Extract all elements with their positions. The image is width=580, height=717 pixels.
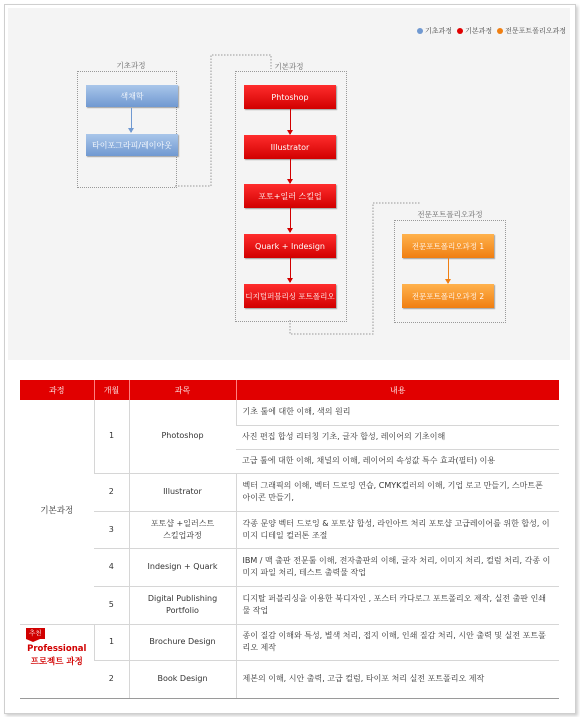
arrow-down-icon	[131, 108, 132, 132]
step-typography-layout[interactable]: 타이포그라피/레이아웃	[86, 134, 178, 156]
month-cell: 4	[94, 548, 129, 586]
table-row	[20, 473, 559, 511]
category-pro	[20, 624, 94, 698]
month-cell: 3	[94, 511, 129, 548]
arrow-down-icon	[290, 159, 291, 183]
header-subject: 과목	[129, 380, 236, 400]
course-table	[20, 380, 559, 699]
content-cell: 종이 질감 이해와 특성, 별색 처리, 접지 이해, 인쇄 질감 처리, 시안 출력 및 실전 포트폴리오 제작	[236, 624, 559, 660]
header-month: 개월	[94, 380, 129, 400]
step-pro-portfolio-1[interactable]: 전문포트폴리오과정 1	[402, 234, 494, 258]
step-illustrator[interactable]: Illustrator	[244, 135, 336, 159]
arrow-down-icon	[290, 208, 291, 232]
header-course: 과정	[20, 380, 94, 400]
step-color-theory[interactable]: 색채학	[86, 85, 178, 107]
step-pro-portfolio-2[interactable]: 전문포트폴리오과정 2	[402, 284, 494, 308]
step-photoshop[interactable]: Phtoshop	[244, 85, 336, 109]
subject-line: Portfolio	[166, 606, 199, 615]
table-row	[20, 586, 559, 624]
table-row	[20, 548, 559, 586]
table-header-row	[20, 380, 559, 400]
pro-group-title: 전문포트폴리오과정	[417, 210, 483, 219]
content-cell: 벡터 그래픽의 이해, 벡터 드로잉 연습, CMYK컬러의 이해, 기업 로고 만들기, 스마트폰 아이콘 만들기,	[236, 473, 559, 511]
month-cell: 2	[94, 473, 129, 511]
month-cell: 2	[94, 660, 129, 698]
content-cell: 디지탈 퍼블리싱을 이용한 북디자인 , 포스터 카다로그 포트폴리오 제작, 실전 출판 인쇄물 작업	[236, 586, 559, 624]
subject-cell	[129, 586, 236, 624]
subject-line: 포토샵 +일러스트	[150, 518, 215, 528]
arrow-down-icon	[290, 258, 291, 282]
month-cell: 1	[94, 400, 129, 473]
subject-line: Digital Publishing	[147, 594, 218, 603]
month-cell: 1	[94, 624, 129, 660]
table-row	[20, 511, 559, 548]
legend-label: 기초과정	[425, 27, 453, 35]
subject-cell: Brochure Design	[129, 624, 236, 660]
content-cell: 사진 편집 합성 리터칭 기초, 글자 합성, 레이어의 기초이해	[236, 425, 559, 449]
content-cell: 각종 문양 벡터 드로잉 & 포토샵 합성, 라인아트 처리 포토샵 고급레이어를 위한 합성, 이미지 디테일 컬러톤 조절	[236, 511, 559, 548]
arrow-down-icon	[448, 258, 449, 283]
category-core: 기본과정	[20, 400, 94, 624]
subject-cell: Book Design	[129, 660, 236, 698]
month-cell: 5	[94, 586, 129, 624]
pro-category-line1: Professional	[27, 644, 87, 655]
legend-label: 전문포트폴리오과정	[505, 27, 566, 35]
table-row	[20, 660, 559, 698]
legend-label: 기본과정	[465, 27, 493, 35]
recommend-badge: 추천	[26, 628, 45, 640]
step-digital-publishing-portfolio[interactable]: 디지털퍼블리싱 포트폴리오	[244, 284, 336, 308]
subject-cell: Indesign + Quark	[129, 548, 236, 586]
content-cell: 제본의 이해, 시안 출력, 고급 컬럼, 타이포 처리 실전 포트폴리오 제작	[236, 660, 559, 698]
subject-line: 스킬업과정	[163, 530, 202, 540]
content-cell: 기초 툴에 대한 이해, 색의 원리	[236, 400, 559, 425]
subject-cell: Photoshop	[129, 400, 236, 473]
step-quark-indesign[interactable]: Quark + Indesign	[244, 234, 336, 258]
basic-group-title: 기초과정	[116, 61, 146, 70]
table-row	[20, 400, 559, 425]
pro-category-line2: 프로젝트 과정	[30, 657, 83, 667]
content-cell: 고급 툴에 대한 이해, 채널의 이해, 레이어의 속성값 특수 효과(필터) 이용	[236, 449, 559, 473]
header-content: 내용	[236, 380, 559, 400]
table-row	[20, 624, 559, 660]
subject-cell	[129, 511, 236, 548]
core-group-title: 기본과정	[274, 62, 304, 71]
content-cell: IBM / 맥 출판 전문툴 이해, 전자출판의 이해, 글자 처리, 이미지 처리, 컬럼 처리, 각종 이미지 파일 처리, 테스트 출력물 작업	[236, 548, 559, 586]
step-photo-illust-skillup[interactable]: 포토+일러 스킬업	[244, 184, 336, 208]
arrow-down-icon	[290, 109, 291, 134]
subject-cell: Illustrator	[129, 473, 236, 511]
